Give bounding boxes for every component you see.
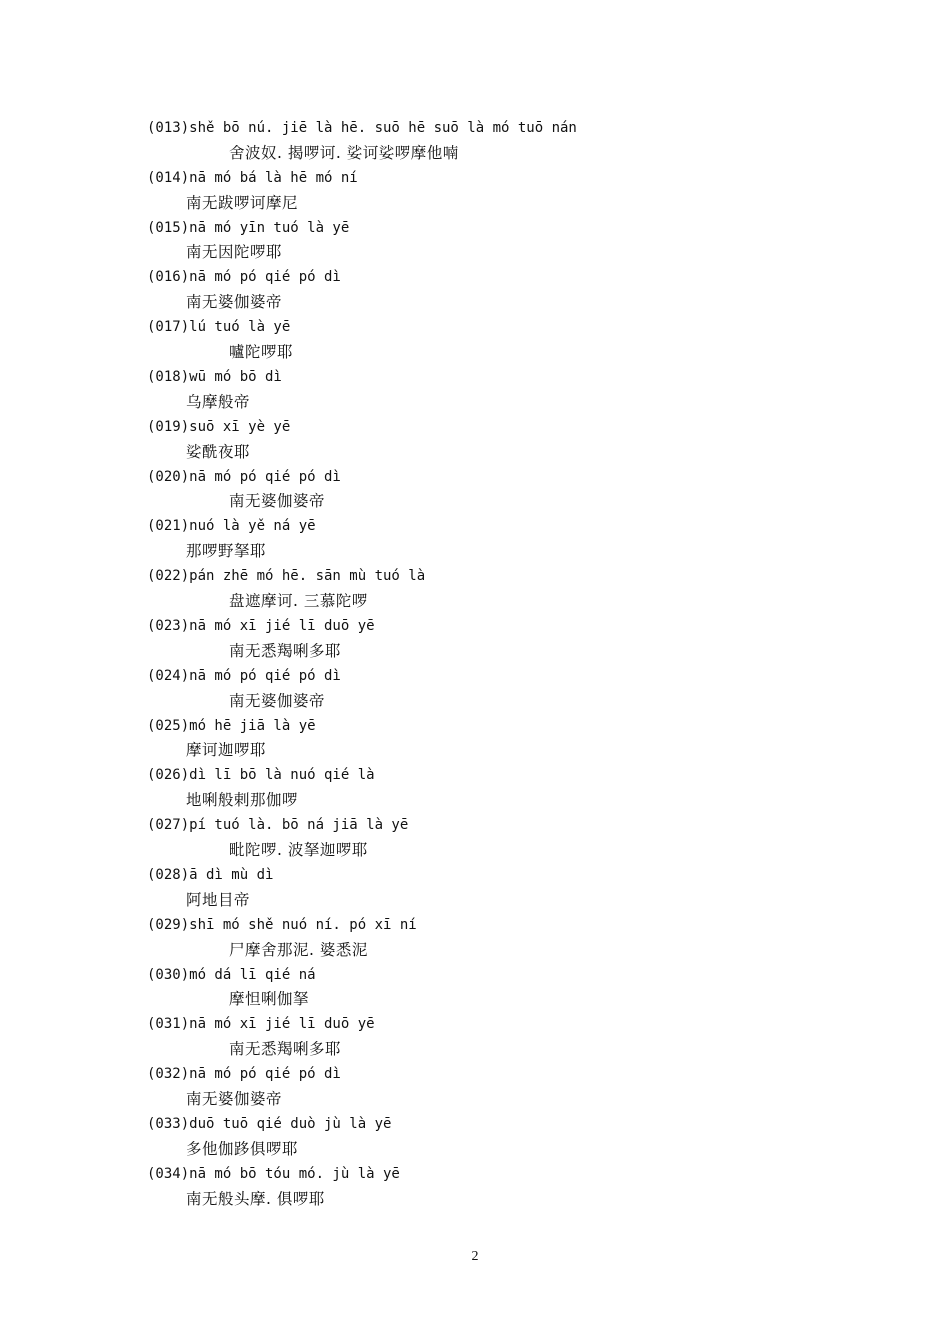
verse-entry — [147, 714, 907, 764]
verse-entry — [147, 963, 907, 1013]
verse-entry — [147, 465, 907, 515]
pinyin-line: (013)shě bō nú. jiē là hē. suō hē suō là mó tuō nán — [147, 120, 577, 136]
mantra-entries — [147, 116, 907, 1212]
verse-entry — [147, 913, 907, 963]
hanzi-line: 乌摩般帝 — [186, 392, 251, 411]
verse-entry — [147, 365, 907, 415]
hanzi-line: 毗陀啰. 波拏迦啰耶 — [229, 841, 368, 860]
verse-entry — [147, 166, 907, 216]
hanzi-line: 娑酰夜耶 — [186, 442, 251, 461]
hanzi-line: 摩怛唎伽拏 — [229, 990, 310, 1009]
hanzi-line: 南无婆伽婆帝 — [186, 1090, 283, 1109]
verse-entry — [147, 116, 907, 166]
pinyin-line: (015)nā mó yīn tuó là yē — [147, 219, 350, 236]
verse-entry — [147, 763, 907, 813]
hanzi-line: 阿地目帝 — [186, 890, 251, 909]
verse-entry — [147, 514, 907, 564]
pinyin-line: (031)nā mó xī jié lī duō yē — [147, 1016, 375, 1033]
page-number: 2 — [471, 1249, 479, 1264]
verse-entry — [147, 664, 907, 714]
hanzi-line: 南无婆伽婆帝 — [229, 492, 326, 511]
verse-entry — [147, 1062, 907, 1112]
hanzi-line: 南无因陀啰耶 — [186, 243, 283, 262]
pinyin-line: (027)pí tuó là. bō ná jiā là yē — [147, 817, 409, 834]
pinyin-line: (014)nā mó bá là hē mó ní — [147, 169, 358, 186]
hanzi-line: 多他伽跢俱啰耶 — [186, 1139, 299, 1158]
hanzi-line: 南无跋啰诃摩尼 — [186, 193, 299, 212]
hanzi-line: 南无般头摩. 俱啰耶 — [186, 1189, 325, 1208]
verse-entry — [147, 863, 907, 913]
pinyin-line: (030)mó dá lī qié ná — [147, 966, 316, 983]
pinyin-line: (020)nā mó pó qié pó dì — [147, 468, 341, 485]
verse-entry — [147, 415, 907, 465]
verse-entry — [147, 265, 907, 315]
pinyin-line: (021)nuó là yě ná yē — [147, 518, 316, 535]
pinyin-line: (016)nā mó pó qié pó dì — [147, 269, 341, 286]
hanzi-line: 南无悉羯唎多耶 — [229, 641, 342, 660]
verse-entry — [147, 315, 907, 365]
hanzi-line: 盘遮摩诃. 三慕陀啰 — [229, 592, 368, 611]
verse-entry — [147, 614, 907, 664]
pinyin-line: (024)nā mó pó qié pó dì — [147, 667, 341, 684]
pinyin-line: (029)shī mó shě nuó ní. pó xī ní — [147, 916, 417, 933]
verse-entry — [147, 216, 907, 266]
pinyin-line: (025)mó hē jiā là yē — [147, 717, 316, 734]
pinyin-line: (019)suō xī yè yē — [147, 418, 291, 435]
pinyin-line: (017)lú tuó là yē — [147, 319, 291, 336]
hanzi-line: 尸摩舍那泥. 婆悉泥 — [229, 940, 368, 959]
hanzi-line: 南无婆伽婆帝 — [229, 691, 326, 710]
pinyin-line: (022)pán zhē mó hē. sān mù tuó là — [147, 568, 426, 585]
pinyin-line: (018)wū mó bō dì — [147, 368, 282, 385]
hanzi-line: 南无悉羯唎多耶 — [229, 1040, 342, 1059]
pinyin-line: (023)nā mó xī jié lī duō yē — [147, 617, 375, 634]
verse-entry — [147, 813, 907, 863]
pinyin-line: (032)nā mó pó qié pó dì — [147, 1066, 341, 1083]
pinyin-line: (028)ā dì mù dì — [147, 866, 274, 883]
verse-entry — [147, 1162, 907, 1212]
hanzi-line: 那啰野拏耶 — [186, 542, 267, 561]
pinyin-line: (034)nā mó bō tóu mó. jù là yē — [147, 1165, 400, 1182]
hanzi-line: 地唎般剌那伽啰 — [186, 791, 299, 810]
verse-entry — [147, 564, 907, 614]
pinyin-line: (026)dì lī bō là nuó qié là — [147, 767, 375, 784]
verse-entry — [147, 1012, 907, 1062]
hanzi-line: 南无婆伽婆帝 — [186, 293, 283, 312]
pinyin-line: (033)duō tuō qié duò jù là yē — [147, 1115, 392, 1132]
hanzi-line: 嚧陀啰耶 — [229, 343, 294, 362]
verse-entry — [147, 1112, 907, 1162]
hanzi-line: 摩诃迦啰耶 — [186, 741, 267, 760]
hanzi-line: 舍波奴. 揭啰诃. 娑诃娑啰摩他喃 — [229, 143, 459, 162]
